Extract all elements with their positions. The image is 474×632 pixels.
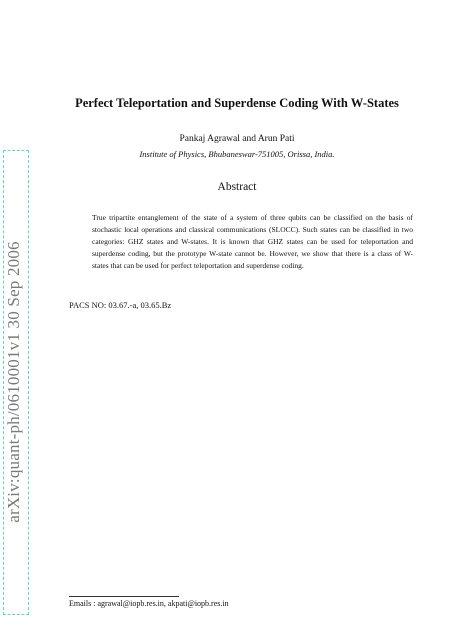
abstract-heading: Abstract — [217, 181, 257, 193]
pacs-numbers: PACS NO: 03.67.-a, 03.65.Bz — [69, 300, 172, 310]
footnote-emails: Emails : agrawal@iopb.res.in, akpati@iopb.res.in — [69, 599, 229, 608]
arxiv-identifier: arXiv:quant-ph/0610001v1 30 Sep 2006 — [4, 241, 23, 523]
paper-authors: Pankaj Agrawal and Arun Pati — [179, 134, 295, 144]
author-affiliation: Institute of Physics, Bhubaneswar-751005, Orissa, India. — [139, 149, 335, 159]
paper-title: Perfect Teleportation and Superdense Coding With W-States — [75, 96, 399, 110]
footnote-rule — [69, 596, 179, 597]
abstract-body: True tripartite entanglement of the state of a system of three qubits can be classified on the basis of stochastic local operations and classical communications (SLOCC). Such states can be classified in two categories: GHZ states and W-states. It is known that GHZ states can be used for teleportation and superdense coding, but the prototype W-state cannot be. However, we show that there is a class of W-states that can be used for perfect teleportation and superdense coding. — [92, 213, 413, 271]
